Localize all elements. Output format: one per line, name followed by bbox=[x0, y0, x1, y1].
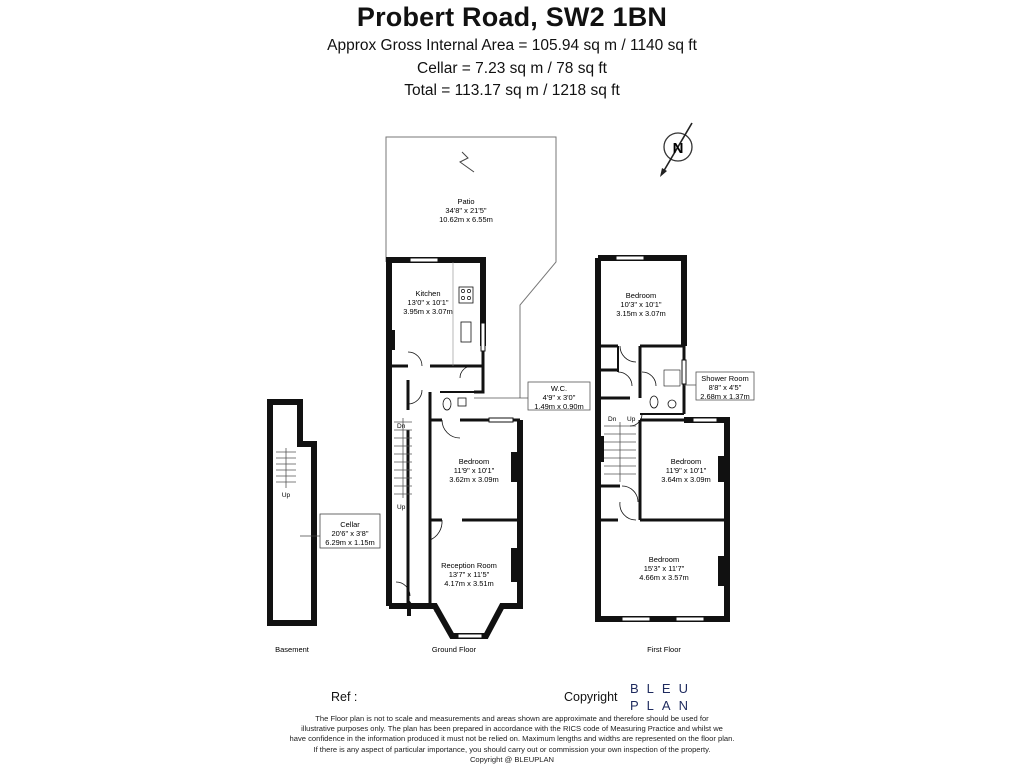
disclaimer-line: If there is any aspect of particular importance, you should carry out or commission your own inspection of the property. bbox=[313, 744, 711, 754]
bedroom-first-top-name: Bedroom bbox=[625, 291, 657, 300]
total-area-text: Total = 113.17 sq m / 1218 sq ft bbox=[404, 82, 620, 99]
bedroom-first-front-name: Bedroom bbox=[648, 555, 680, 564]
kitchen-imperial: 13'0" x 10'1" bbox=[407, 298, 449, 307]
kitchen-name: Kitchen bbox=[415, 289, 441, 298]
wc-metric: 1.49m x 0.90m bbox=[534, 402, 584, 411]
patio-name: Patio bbox=[457, 197, 475, 206]
chimney-breast-bedroom-front bbox=[718, 556, 724, 586]
logo-bottom-text: PLAN bbox=[630, 698, 696, 713]
bedroom-ground-imperial: 11'9" x 10'1" bbox=[453, 466, 495, 475]
disclaimer bbox=[262, 714, 762, 765]
wc-name: W.C. bbox=[550, 384, 568, 393]
first-stair-dn: Dn bbox=[608, 416, 617, 423]
wc-imperial: 4'9" x 3'0" bbox=[542, 393, 576, 402]
disclaimer-line: Copyright @ BLEUPLAN bbox=[469, 754, 555, 764]
entrance-arrow-icon bbox=[403, 600, 415, 616]
disclaimer-line: illustrative purposes only. The plan has been prepared in accordance with the RICS code of Measuring Practice and whilst we bbox=[301, 724, 723, 734]
ground-stair-up: Up bbox=[397, 504, 406, 511]
disclaimer-line: The Floor plan is not to scale and measurements and areas shown are approximate and therefore should be used for bbox=[315, 714, 709, 723]
ref-label: Ref : bbox=[331, 690, 358, 704]
bedroom-first-top-imperial: 10'3" x 10'1" bbox=[620, 300, 662, 309]
kitchen-metric: 3.95m x 3.07m bbox=[403, 307, 453, 316]
gross-area-text: Approx Gross Internal Area = 105.94 sq m / 1140 sq ft bbox=[327, 37, 697, 54]
chimney-breast-bedroom-ground bbox=[511, 452, 517, 482]
bedroom-first-front-imperial: 15'3" x 11'7" bbox=[643, 564, 685, 573]
shower-imperial: 8'8" x 4'5" bbox=[708, 383, 742, 392]
cellar-metric: 6.29m x 1.15m bbox=[325, 538, 375, 547]
patio-area bbox=[386, 137, 556, 398]
chimney-breast-kitchen bbox=[389, 330, 395, 350]
bleuplan-logo bbox=[630, 680, 696, 714]
reception-metric: 4.17m x 3.51m bbox=[444, 579, 494, 588]
address-title: Probert Road, SW2 1BN bbox=[356, 2, 668, 32]
first-floor-stair-wall bbox=[598, 436, 604, 462]
bedroom-ground-metric: 3.62m x 3.09m bbox=[449, 475, 499, 484]
ground-stair-dn: Dn bbox=[397, 423, 406, 430]
basement-label: Basement bbox=[275, 645, 309, 654]
bedroom-first-front-metric: 4.66m x 3.57m bbox=[639, 573, 689, 582]
shower-name: Shower Room bbox=[701, 374, 749, 383]
bedroom-first-mid-imperial: 11'9" x 10'1" bbox=[665, 466, 707, 475]
compass-label: N bbox=[672, 140, 684, 157]
chimney-breast-bedroom-mid bbox=[718, 456, 724, 482]
bedroom-first-top-metric: 3.15m x 3.07m bbox=[616, 309, 666, 318]
basement-plan bbox=[270, 402, 320, 623]
bedroom-first-mid-metric: 3.64m x 3.09m bbox=[661, 475, 711, 484]
cellar-name: Cellar bbox=[340, 520, 360, 529]
logo-top-text: BLEU bbox=[630, 681, 696, 696]
patio-metric: 10.62m x 6.55m bbox=[439, 215, 493, 224]
reception-imperial: 13'7" x 11'5" bbox=[448, 570, 490, 579]
shower-metric: 2.68m x 1.37m bbox=[700, 392, 750, 401]
first-stair-up: Up bbox=[627, 416, 636, 423]
bedroom-first-mid-name: Bedroom bbox=[670, 457, 702, 466]
chimney-breast-reception bbox=[511, 548, 517, 582]
compass-icon bbox=[660, 123, 692, 177]
cellar-imperial: 20'6" x 3'8" bbox=[331, 529, 369, 538]
first-floor-label: First Floor bbox=[647, 645, 681, 654]
disclaimer-line: have confidence in the information produced it must not be relied on. Maximum lengths and widths are represented on the floor plan. bbox=[289, 734, 735, 744]
copyright-label: Copyright bbox=[564, 690, 618, 704]
cellar-stair-up: Up bbox=[281, 492, 291, 499]
ground-floor-label: Ground Floor bbox=[431, 645, 477, 654]
cellar-area-text: Cellar = 7.23 sq m / 78 sq ft bbox=[417, 60, 607, 77]
reception-name: Reception Room bbox=[441, 561, 497, 570]
bedroom-ground-name: Bedroom bbox=[458, 457, 490, 466]
patio-imperial: 34'8" x 21'5" bbox=[445, 206, 487, 215]
